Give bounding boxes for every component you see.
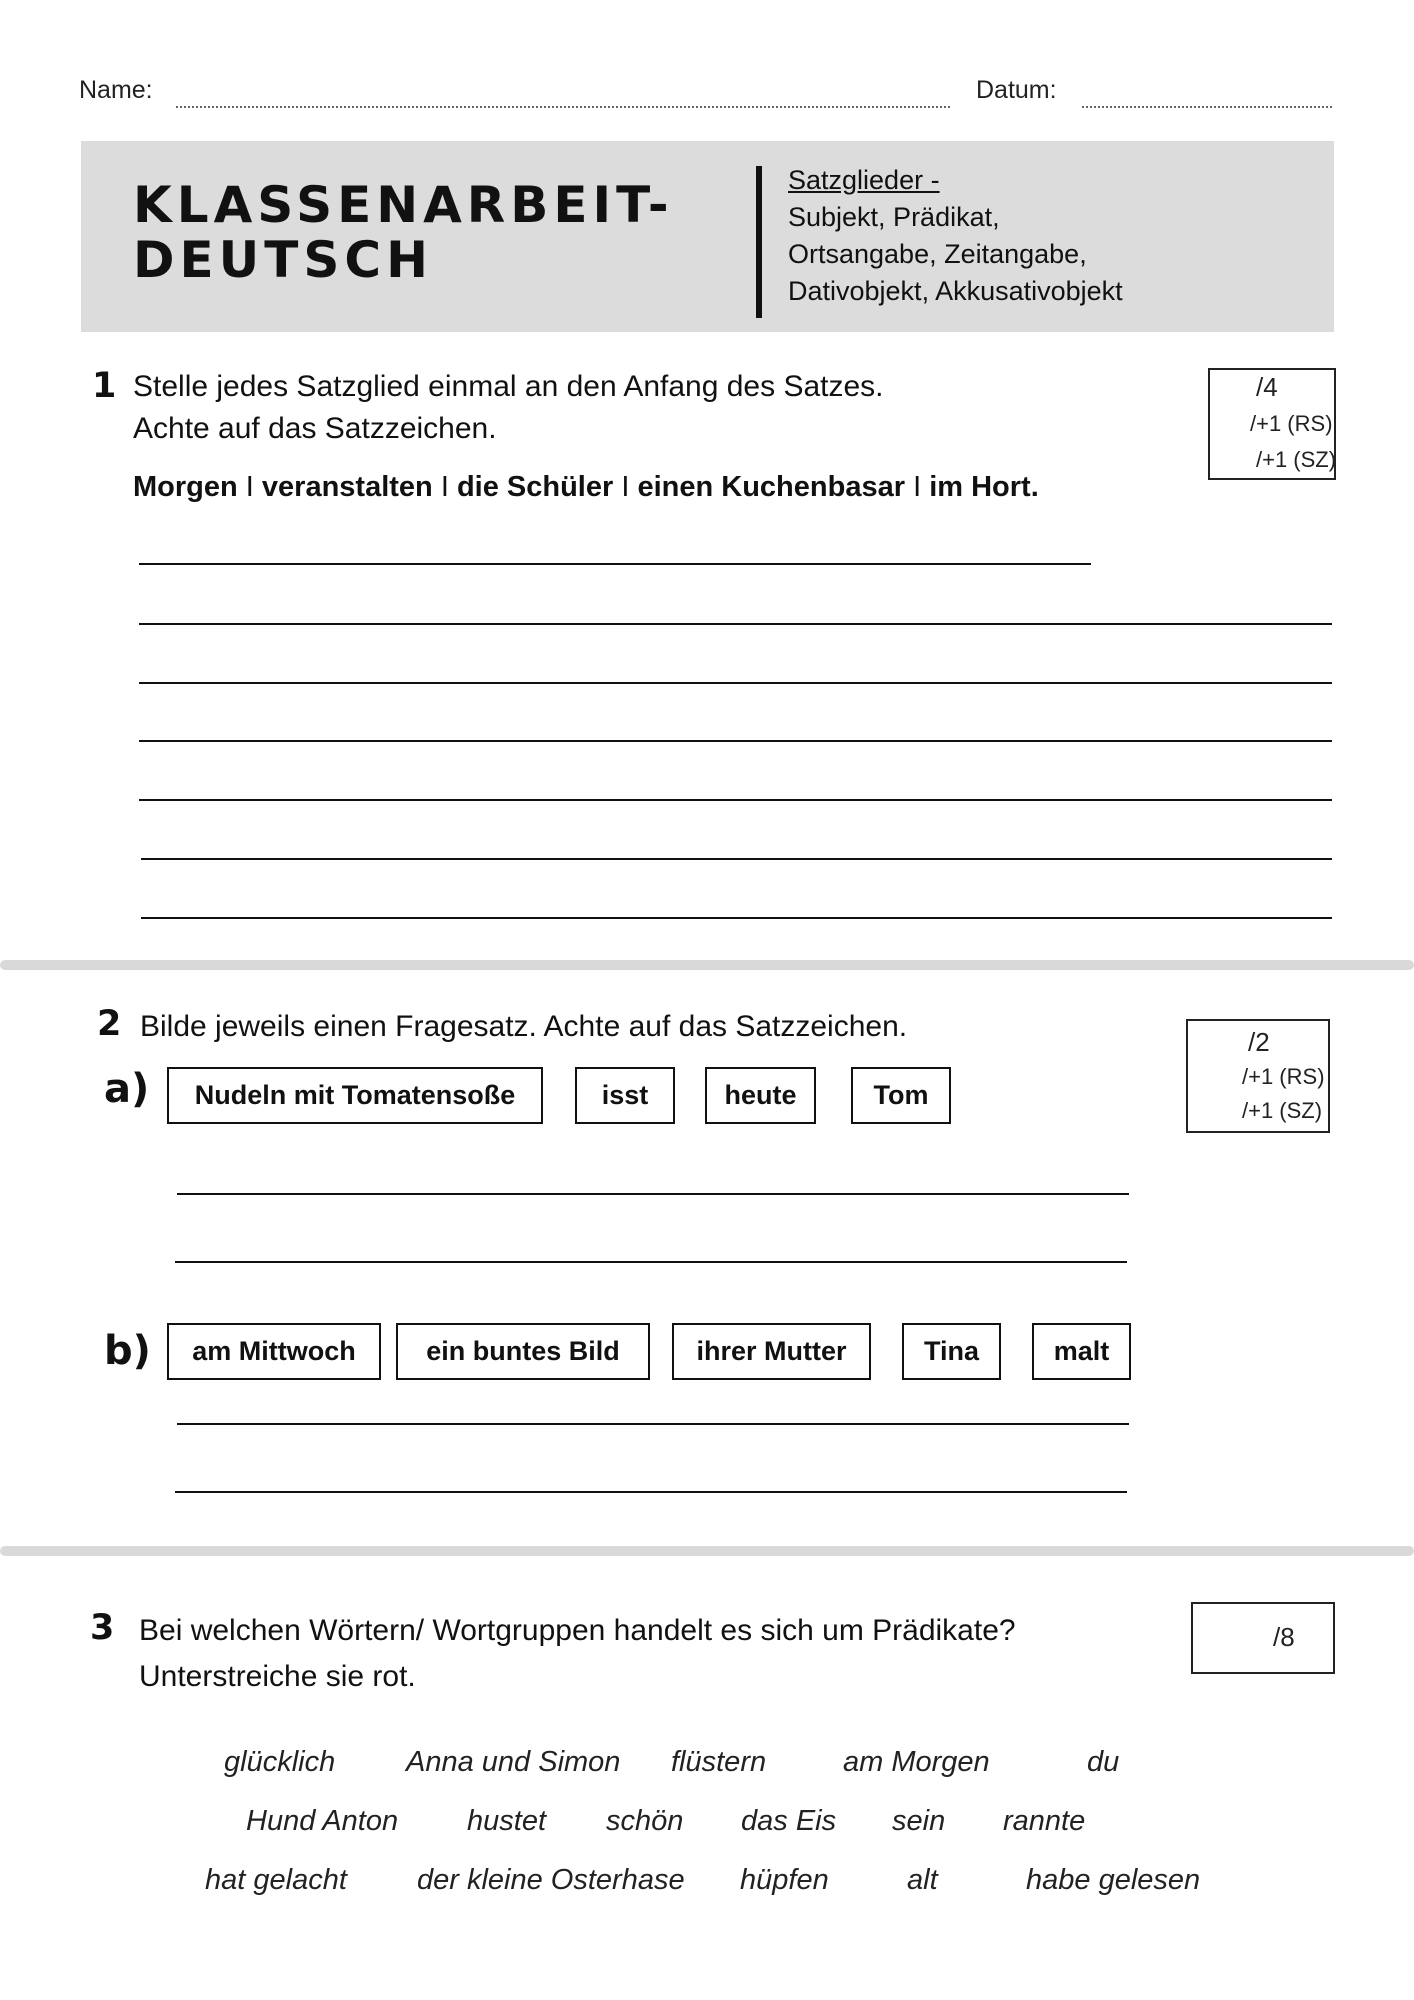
score-points: /8 (1273, 1622, 1295, 1652)
section-divider (0, 960, 1414, 970)
word-option[interactable]: du (1087, 1746, 1120, 1778)
task1-instruction-line: Achte auf das Satzzeichen. (133, 412, 497, 445)
task3-instruction-line: Bei welchen Wörtern/ Wortgruppen handelt es sich um Prädikate? (139, 1614, 1016, 1647)
part-a-label: a) (104, 1066, 150, 1112)
score-points: /2 (1248, 1027, 1270, 1057)
title-line-1: KLASSENARBEIT- (133, 176, 674, 234)
word-card: ihrer Mutter (672, 1323, 871, 1380)
word-option[interactable]: rannte (1003, 1805, 1086, 1837)
sentence-part: die Schüler (456, 471, 614, 503)
word-option[interactable]: flüstern (671, 1746, 767, 1778)
task2-number: 2 (97, 1004, 122, 1044)
word-card: heute (705, 1067, 816, 1124)
word-card: isst (575, 1067, 675, 1124)
score-points: /4 (1256, 372, 1278, 402)
part-b-label: b) (104, 1328, 151, 1374)
answer-line[interactable] (139, 799, 1332, 801)
answer-line[interactable] (139, 682, 1332, 684)
word-option[interactable]: das Eis (741, 1805, 837, 1837)
task3-instruction (139, 1608, 1016, 1700)
word-option[interactable]: alt (907, 1864, 938, 1896)
separator: I (245, 471, 254, 503)
score-sz: /+1 (SZ) (1242, 1098, 1323, 1123)
word-option[interactable]: am Morgen (843, 1746, 990, 1778)
answer-line[interactable] (175, 1261, 1127, 1263)
task3-score-box (1191, 1602, 1335, 1674)
answer-line[interactable] (139, 563, 1091, 565)
separator: I (440, 471, 449, 503)
word-card: Nudeln mit Tomatensoße (167, 1067, 543, 1124)
sentence-part: im Hort. (929, 471, 1039, 503)
sentence-part: einen Kuchenbasar (637, 471, 905, 503)
task3-instruction-line: Unterstreiche sie rot. (139, 1660, 416, 1693)
word-option[interactable]: hustet (467, 1805, 546, 1837)
date-label: Datum: (976, 76, 1057, 104)
separator: I (621, 471, 630, 503)
sentence-part: Morgen (133, 471, 238, 503)
score-rs: /+1 (RS) (1242, 1064, 1325, 1089)
word-option[interactable]: hat gelacht (205, 1864, 347, 1896)
answer-line[interactable] (139, 740, 1332, 742)
word-option[interactable]: hüpfen (740, 1864, 829, 1896)
score-sz: /+1 (SZ) (1256, 447, 1337, 472)
task1-number: 1 (92, 366, 117, 406)
separator: I (913, 471, 922, 503)
sentence-part: veranstalten (261, 471, 433, 503)
task1-instruction (133, 366, 884, 450)
title-line-2: DEUTSCH (133, 231, 433, 289)
topic-line: Dativobjekt, Akkusativobjekt (788, 276, 1123, 306)
word-option[interactable]: glücklich (224, 1746, 336, 1778)
topic-line: Subjekt, Prädikat, (788, 202, 1000, 232)
answer-line[interactable] (175, 1491, 1127, 1493)
answer-line[interactable] (141, 917, 1332, 919)
task2-instruction: Bilde jeweils einen Fragesatz. Achte auf das Satzzeichen. (140, 1010, 908, 1043)
name-label: Name: (79, 76, 153, 104)
task1-score-box (1208, 368, 1336, 480)
topic-heading: Satzglieder - (788, 165, 940, 195)
banner-divider (756, 166, 762, 318)
word-option[interactable]: schön (606, 1805, 684, 1837)
task1-instruction-line: Stelle jedes Satzglied einmal an den Anfang des Satzes. (133, 370, 884, 403)
word-option[interactable]: Anna und Simon (406, 1746, 621, 1778)
word-card: ein buntes Bild (396, 1323, 650, 1380)
word-card: am Mittwoch (167, 1323, 381, 1380)
word-card: Tina (902, 1323, 1001, 1380)
page-title (133, 178, 674, 288)
score-rs: /+1 (RS) (1250, 411, 1333, 436)
task2-score-box (1186, 1019, 1330, 1133)
word-option[interactable]: sein (892, 1805, 946, 1837)
word-option[interactable]: Hund Anton (246, 1805, 399, 1837)
section-divider (0, 1546, 1414, 1556)
task3-number: 3 (90, 1608, 115, 1648)
topic-line: Ortsangabe, Zeitangabe, (788, 239, 1087, 269)
word-card: Tom (851, 1067, 951, 1124)
task1-sentence (133, 471, 1039, 504)
name-field[interactable] (176, 106, 950, 108)
topic-block (788, 162, 1123, 310)
date-field[interactable] (1082, 106, 1332, 108)
word-card: malt (1032, 1323, 1131, 1380)
word-option[interactable]: der kleine Osterhase (417, 1864, 685, 1896)
answer-line[interactable] (177, 1423, 1129, 1425)
answer-line[interactable] (177, 1193, 1129, 1195)
answer-line[interactable] (141, 858, 1332, 860)
answer-line[interactable] (139, 623, 1332, 625)
word-option[interactable]: habe gelesen (1026, 1864, 1201, 1896)
